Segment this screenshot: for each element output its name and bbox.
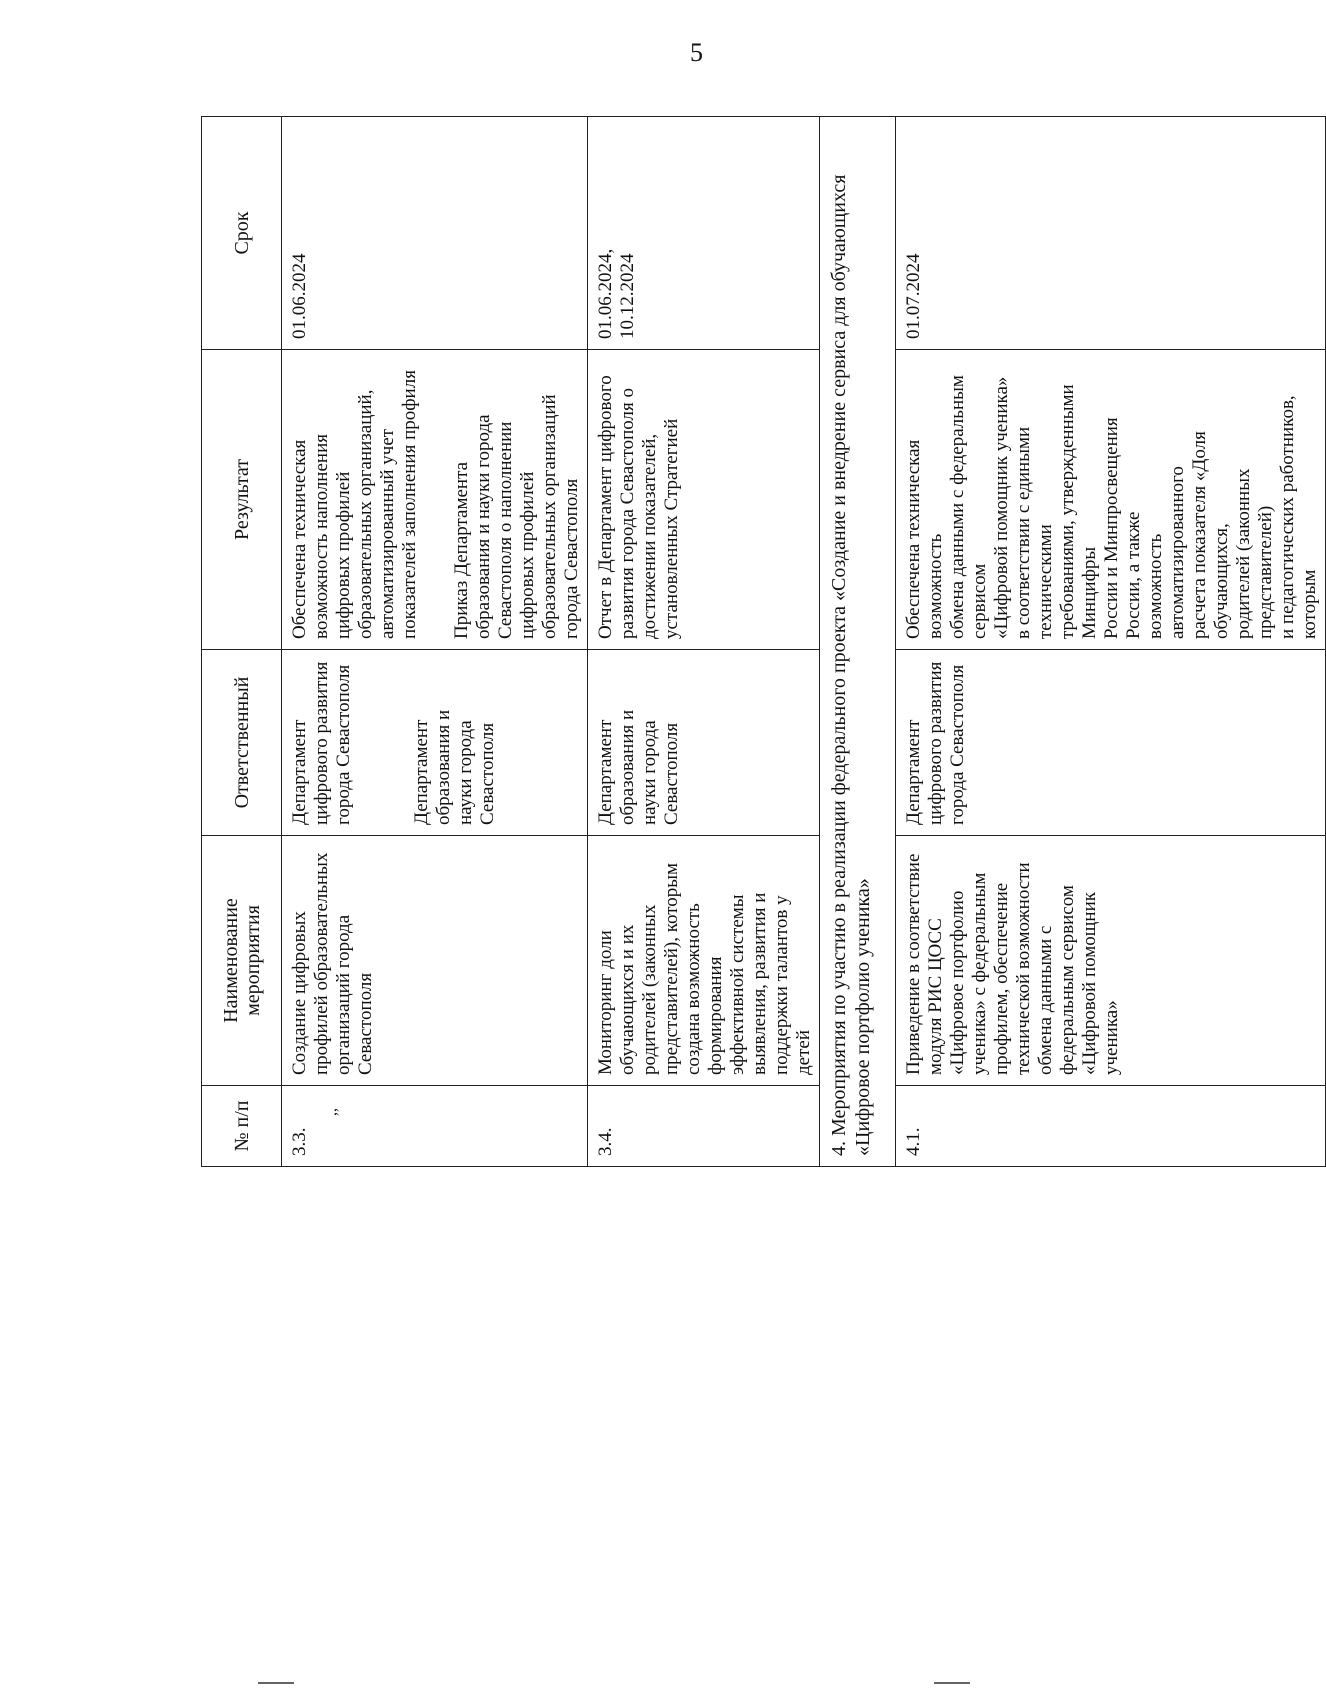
scan-mark-comma: ,, (323, 1108, 340, 1116)
header-responsible: Ответственный (202, 650, 282, 836)
measure-name-part-2: технической возможности обмена данными с федеральным сервисом «Цифровой помощник ученика» (1013, 862, 1122, 1075)
result-line: в соответствии с едиными техническими (1013, 426, 1056, 639)
responsible-secondary: Департамент образования и науки города Севастополя (411, 709, 498, 825)
result-lines (903, 360, 1321, 639)
section-heading-line-1: 4. Мероприятия по участию в реализации федерального проекта «Создание и внедрение сервиса для обучающихся (828, 174, 850, 1156)
measure-name-cell (282, 836, 588, 1086)
deadline-cell (282, 117, 588, 350)
section-heading-row (820, 117, 896, 1167)
deadline-cell (896, 117, 1326, 350)
header-deadline: Срок (202, 117, 282, 350)
table-row (896, 117, 1326, 1167)
row-number: 3.3. (289, 1127, 310, 1156)
scan-mark-bottom (934, 1682, 970, 1684)
scan-mark-top (258, 1682, 294, 1684)
section-heading-cell (820, 117, 896, 1167)
row-number: 4.1. (903, 1127, 924, 1156)
page-number: 5 (690, 38, 703, 67)
header-result: Результат (202, 350, 282, 650)
responsible: Департамент цифрового развития города Севастополя (903, 661, 968, 825)
result-cell (896, 350, 1326, 650)
responsible: Департамент образования и науки города Севастополя (595, 709, 682, 825)
header-name: Наименование мероприятия (202, 836, 282, 1086)
measure-name-cell (588, 836, 820, 1086)
result-line: и педагогических работников, которым (1277, 395, 1320, 639)
header-num: № п/п (202, 1086, 282, 1167)
table-header-row (202, 117, 282, 1167)
measure-name-part-1: Приведение в соответствие модуля РИС ЦОСС «Цифровое портфолио ученика» с федеральным профилем, обеспечение (903, 853, 1012, 1075)
responsible-cell (588, 650, 820, 836)
row-number-cell (896, 1086, 1326, 1167)
result: Отчет в Департамент цифрового развития города Севастополя о достижении показателей, установленных Стратегией (595, 375, 682, 639)
section-heading-line-2: «Цифровое портфолио ученика» (852, 878, 874, 1156)
responsible-cell (282, 650, 588, 836)
table-row (588, 117, 820, 1167)
result-primary: Обеспечена техническая возможность наполнения цифровых профилей образовательных организаций, автоматизированный учет показателей заполнения профиля (289, 370, 420, 639)
result-line: «Цифровой помощник ученика» (991, 376, 1012, 639)
responsible-primary: Департамент цифрового развития города Севастополя (289, 661, 354, 825)
measure-name: Мониторинг доли обучающихся и их родителей (законных представителей), которым создана возможность формирования эффективной системы выявления, развития и поддержки талантов у детей (595, 862, 814, 1075)
result-cell (282, 350, 588, 650)
result-line: расчета показателя «Доля обучающихся, (1189, 431, 1232, 639)
result-line: Обеспечена техническая возможность (903, 439, 946, 639)
deadline-second: 10.12.2024 (617, 253, 638, 339)
deadline-cell (588, 117, 820, 350)
deadline: 01.06.2024 (289, 253, 310, 339)
row-number: 3.4. (595, 1127, 616, 1156)
result-line: России и Минпросвещения России, а также (1101, 417, 1144, 639)
measures-table (201, 116, 1326, 1167)
table-row (282, 117, 588, 1167)
responsible-cell (896, 650, 1326, 836)
result-line: родителей (законных представителей) (1233, 468, 1276, 639)
result-secondary: Приказ Департамента образования и науки города Севастополя о наполнении цифровых профилей образовательных организаций города Севастополя (451, 394, 582, 639)
result-line: требованиями, утвержденными Минцифры (1057, 384, 1100, 639)
measure-name: Создание цифровых профилей образовательных организаций города Севастополя (289, 852, 376, 1075)
measure-name-cell (896, 836, 1326, 1086)
row-number-cell (588, 1086, 820, 1167)
row-number-cell (282, 1086, 588, 1167)
result-line: возможность автоматизированного (1145, 466, 1188, 639)
result-cell (588, 350, 820, 650)
deadline: 01.07.2024 (903, 253, 924, 339)
result-line: обмена данными с федеральным сервисом (947, 375, 990, 639)
rotated-table-sheet (201, 117, 1320, 1167)
deadline-first: 01.06.2024, (595, 248, 616, 339)
